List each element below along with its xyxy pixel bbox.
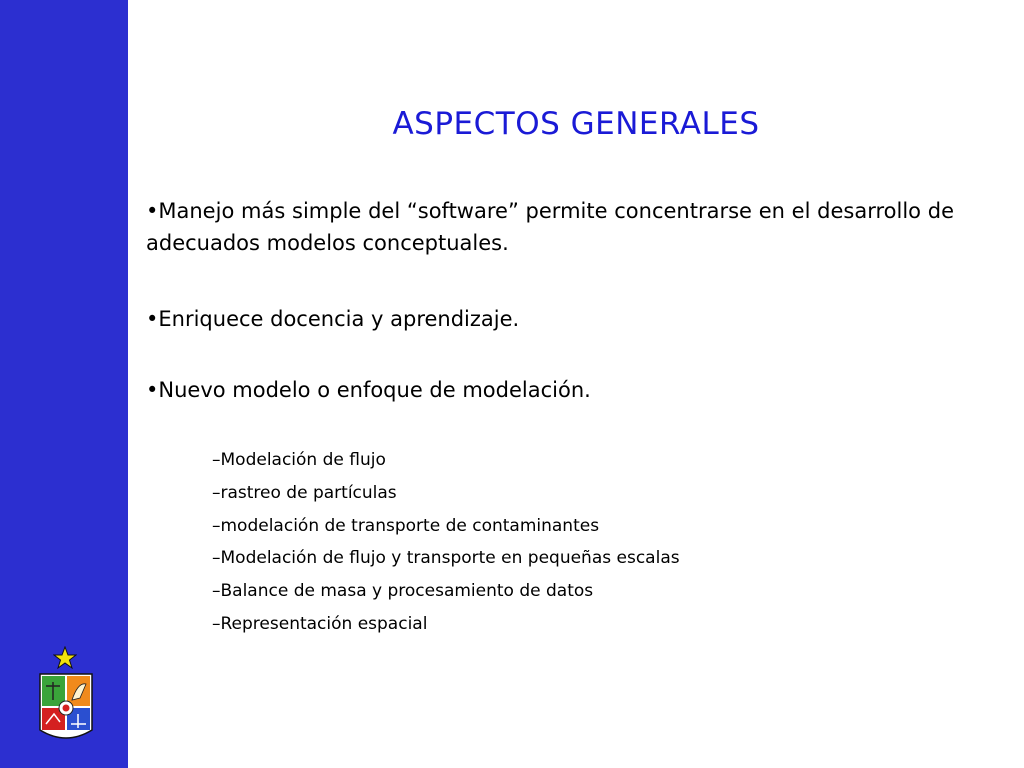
sub-item: –Modelación de flujo y transporte en pequeñas escalas — [212, 548, 680, 568]
bullet-item: •Manejo más simple del “software” permite concentrarse en el desarrollo de adecuados modelos conceptuales. — [146, 199, 954, 255]
sub-item: –Balance de masa y procesamiento de datos — [212, 581, 594, 601]
sidebar-band — [0, 0, 128, 768]
sub-item: –Modelación de flujo — [212, 450, 386, 470]
star-icon — [53, 646, 77, 670]
bullet-item: •Enriquece docencia y aprendizaje. — [146, 307, 520, 331]
university-shield-icon — [38, 672, 94, 744]
page-title: ASPECTOS GENERALES — [392, 106, 760, 142]
sub-item: –modelación de transporte de contaminantes — [212, 516, 600, 536]
sub-item: –rastreo de partículas — [212, 483, 397, 503]
sub-item: –Representación espacial — [212, 614, 428, 634]
bullet-item: •Nuevo modelo o enfoque de modelación. — [146, 378, 591, 402]
